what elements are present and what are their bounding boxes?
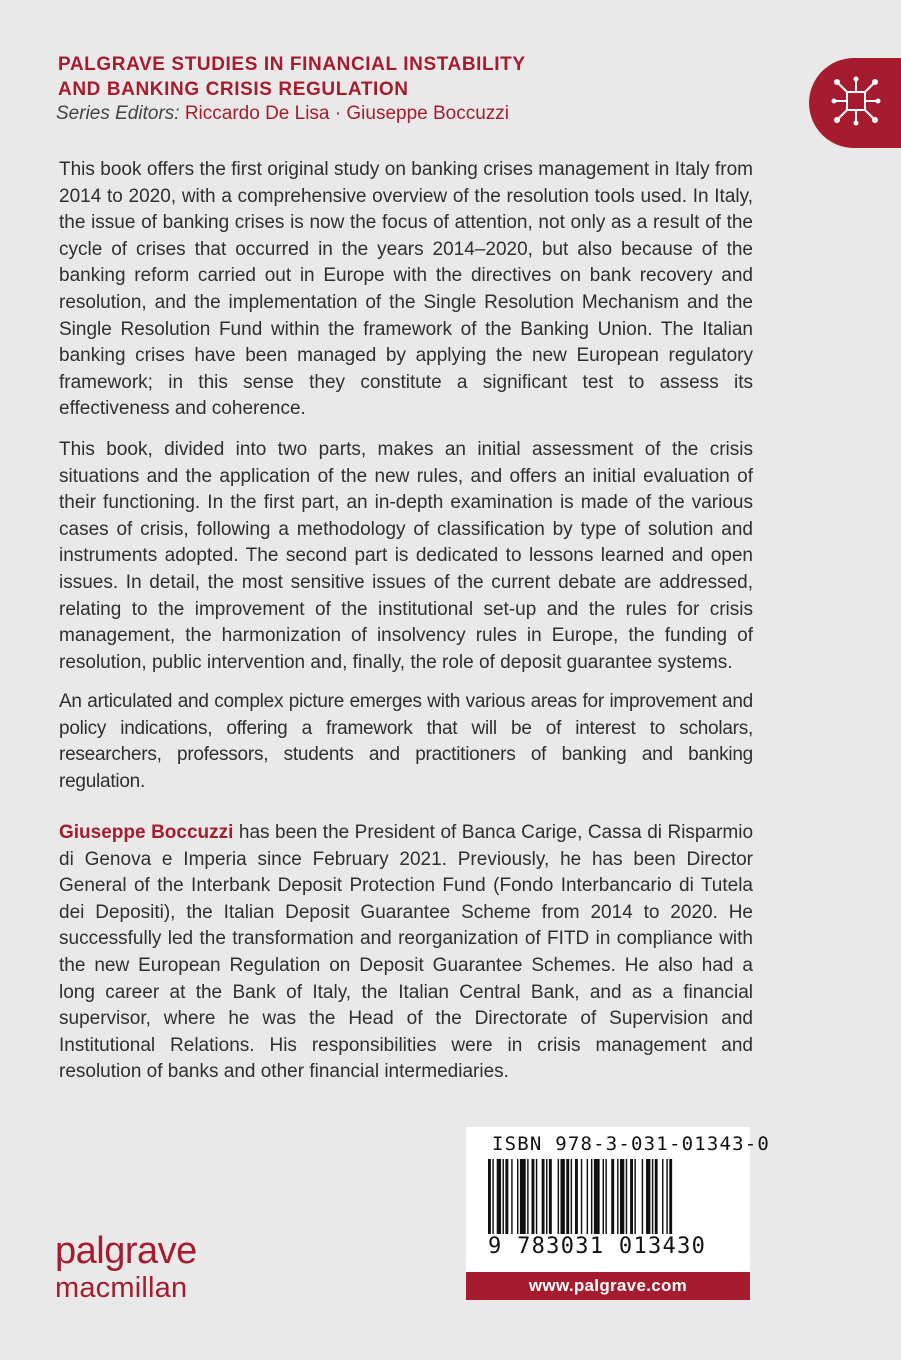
barcode-bar (642, 1159, 643, 1237)
series-editors (56, 103, 509, 125)
imprint-logo-tab (809, 58, 901, 148)
publisher-logo (55, 1232, 197, 1304)
author-bio (59, 820, 753, 1086)
barcode-bar (520, 1159, 526, 1237)
barcode-bar (652, 1159, 653, 1237)
barcode-bar (603, 1159, 604, 1237)
barcode-bar (497, 1159, 501, 1237)
barcode-bar (517, 1159, 518, 1237)
barcode-bar (505, 1159, 508, 1237)
barcode-bar (558, 1159, 559, 1237)
barcode-bar (605, 1159, 606, 1237)
barcode-bar (542, 1159, 545, 1237)
barcode-bar (511, 1159, 512, 1237)
barcode-bar (630, 1159, 633, 1237)
author-name: Giuseppe Boccuzzi (59, 822, 234, 843)
series-title-line1: PALGRAVE STUDIES IN FINANCIAL INSTABILITY (58, 54, 526, 75)
barcode-bar (662, 1159, 663, 1237)
publisher-logo-line2: macmillan (55, 1272, 188, 1304)
barcode-bar (655, 1159, 658, 1237)
barcode-bar (561, 1159, 565, 1237)
isbn-label: ISBN 978-3-031-01343-0 (492, 1133, 771, 1155)
barcode-bar (617, 1159, 618, 1237)
barcode-bar (536, 1159, 537, 1237)
series-editors-names: Riccardo De Lisa · Giuseppe Boccuzzi (184, 103, 510, 124)
series-title-line2: AND BANKING CRISIS REGULATION (58, 79, 409, 100)
isbn-barcode-box (466, 1127, 771, 1272)
publisher-website: www.palgrave.com (466, 1272, 750, 1300)
barcode-bar (566, 1159, 569, 1237)
barcode-bar (532, 1159, 535, 1237)
description-paragraph-1: This book offers the first original study on banking crises management in Italy from 2014 to 2020, with a comprehensive overview of the resolution tools used. In Italy, the issue of banking crises is now the focus of attention, not only as a result of the cycle of crises that occurred in the years 2014–2020, but also because of the banking reform carried out in Europe with the directives on bank recovery and resolution, and the implementation of the Single Resolution Mechanism and the Single Resolution Fund within the framework of the Banking Union. The Italian banking crises have been managed by applying the new European regulatory framework; in this sense they constitute a significant test to assess its effectiveness and coherence. (59, 159, 753, 420)
barcode-bar (594, 1159, 600, 1237)
barcode-bar (620, 1159, 624, 1237)
barcode-bar (549, 1159, 552, 1237)
barcode-bar (587, 1159, 588, 1237)
publisher-logo-line1: palgrave (55, 1230, 197, 1272)
series-editors-label: Series Editors: (56, 103, 180, 124)
network-node-icon (829, 74, 883, 128)
barcode-bar (634, 1159, 635, 1237)
barcode-bar (591, 1159, 592, 1237)
barcode-bar (527, 1159, 528, 1237)
barcode-bar (546, 1159, 547, 1237)
series-title (58, 52, 678, 102)
author-bio-text: has been the President of Banca Carige, Cassa di Risparmio di Genova e Imperia since February 2021. Previously, he has been Director General of the Interbank Deposit Protection Fund (Fondo Interbancario di Tutela dei Depositi), the Italian Deposit Guarantee Scheme from 2014 to 2020. He successfully led the transformation and reorganization of FITD in compliance with the new European Regulation on Deposit Guarantee Schemes. He also had a long career at the Bank of Italy, the Italian Central Bank, and as a financial supervisor, where he was the Head of the Directorate of Supervision and Institutional Relations. His responsibilities were in crisis management and resolution of banks and other financial intermediaries. (59, 822, 754, 1083)
description-paragraph-3: An articulated and complex picture emerges with various areas for improvement and policy indications, offering a framework that will be of interest to scholars, researchers, professors, students and practitioners of banking and banking regulation. (59, 691, 753, 792)
barcode-bar (626, 1159, 627, 1237)
barcode-bar (646, 1159, 650, 1237)
barcode-bar (503, 1159, 504, 1237)
barcode-digits: 9 783031 013430 (488, 1234, 707, 1259)
description-paragraph-2: This book, divided into two parts, makes an initial assessment of the crisis situations and the application of the new rules, and offers an initial evaluation of their functioning. In the first part, an in-depth examination is made of the various cases of crisis, following a methodology of classification by type of solution and instruments adopted. The second part is dedicated to lessons learned and open issues. In detail, the most sensitive issues of the current debate are addressed, relating to the improvement of the institutional set-up and the rules for crisis management, the harmonization of insolvency rules in Europe, the funding of resolution, public intervention and, finally, the role of deposit guarantee systems. (59, 439, 753, 673)
barcode-bar (571, 1159, 572, 1237)
barcode-bar (611, 1159, 614, 1237)
